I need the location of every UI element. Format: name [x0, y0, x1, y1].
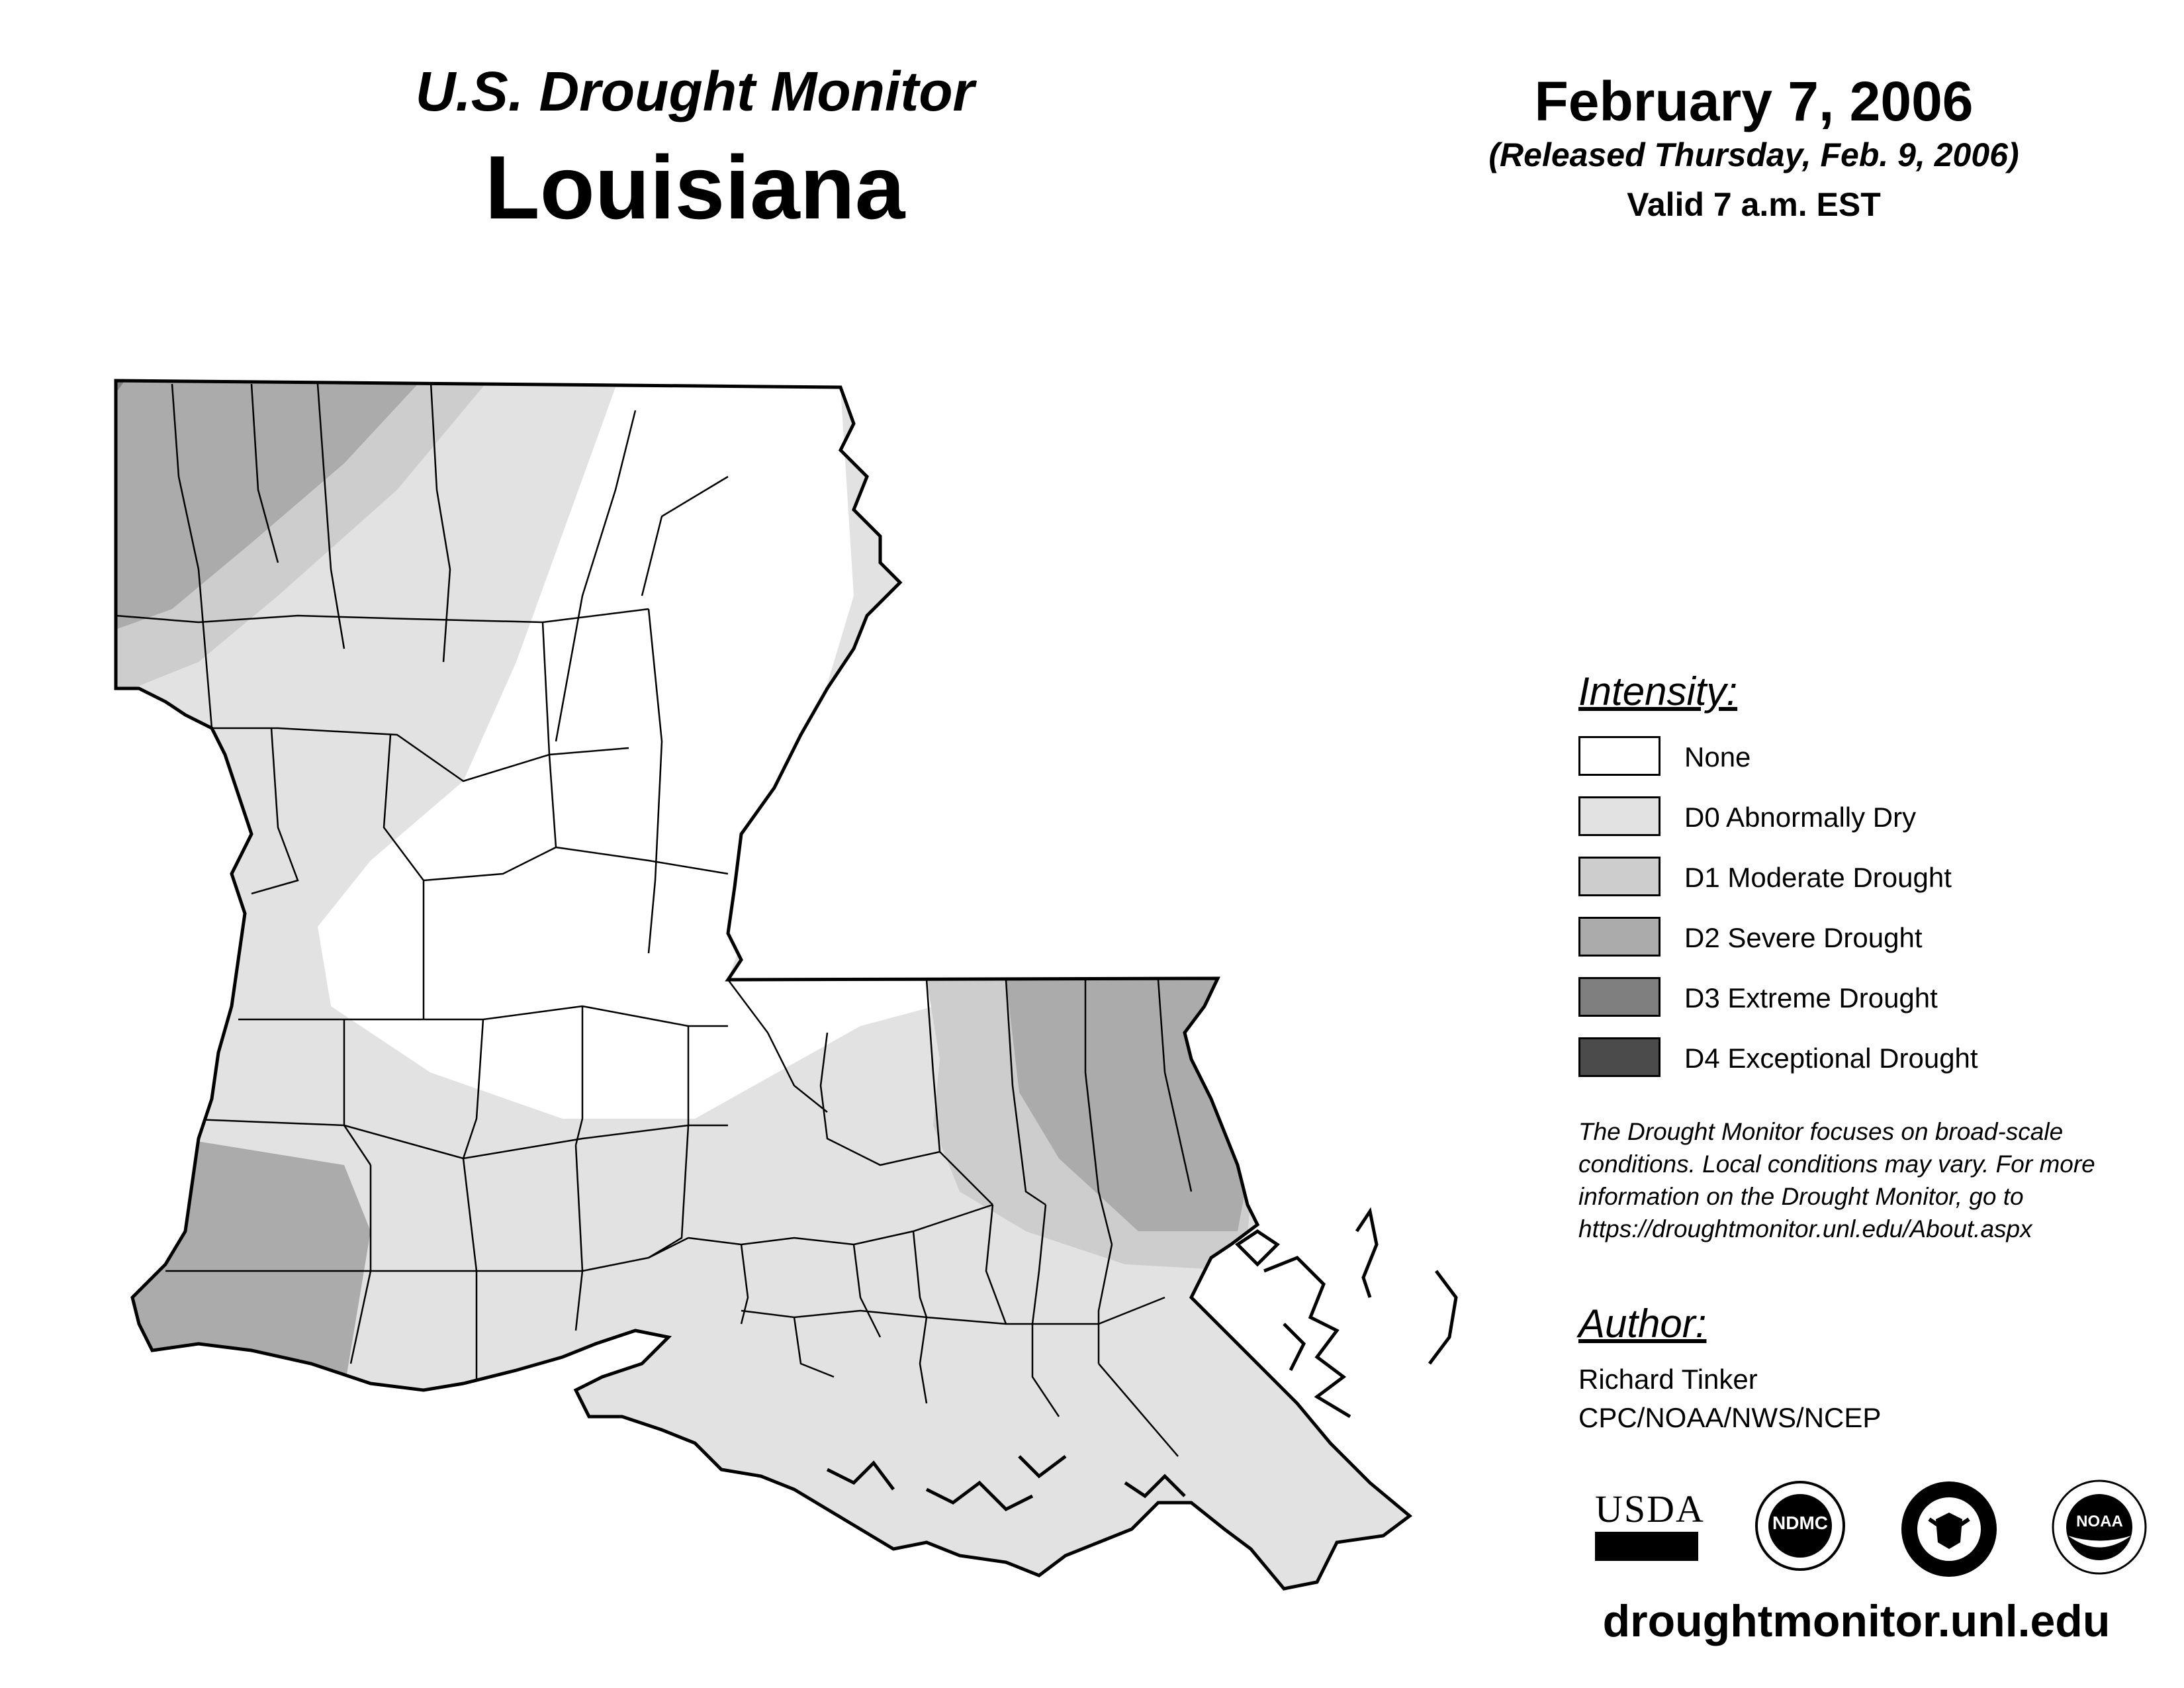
- website-url: droughtmonitor.unl.edu: [1602, 1596, 2111, 1646]
- author-heading: Author:: [1578, 1301, 1707, 1346]
- legend-label: D2 Severe Drought: [1684, 922, 1923, 953]
- drought-shading: [0, 331, 1456, 1622]
- usda-logo-text: USDA: [1595, 1487, 1705, 1530]
- legend-label: D1 Moderate Drought: [1684, 862, 1952, 893]
- legend-label: D0 Abnormally Dry: [1684, 802, 1917, 833]
- noaa-logo: [2052, 1479, 2148, 1575]
- legend-swatch: [1578, 857, 1661, 896]
- commerce-seal-icon: [1899, 1479, 1999, 1579]
- noaa-logo-text: NOAA: [2076, 1513, 2123, 1530]
- d2-severe-drought-southwest: [99, 1125, 371, 1390]
- legend-label: D4 Exceptional Drought: [1684, 1043, 1978, 1074]
- usda-logo: [1595, 1487, 1705, 1562]
- release-date: (Released Thursday, Feb. 9, 2006): [1488, 136, 2019, 173]
- product-title: U.S. Drought Monitor: [415, 60, 975, 122]
- legend-label: None: [1684, 741, 1751, 773]
- map-date: February 7, 2006: [1534, 70, 1974, 132]
- legend-swatch: [1578, 796, 1661, 836]
- author-org: CPC/NOAA/NWS/NCEP: [1578, 1402, 1882, 1433]
- legend-swatch: [1578, 917, 1661, 957]
- author-name: Richard Tinker: [1578, 1364, 1758, 1395]
- ndmc-logo: [1754, 1479, 1846, 1572]
- legend-heading: Intensity:: [1578, 669, 1738, 714]
- legend-swatch: [1578, 977, 1661, 1017]
- valid-time: Valid 7 a.m. EST: [1627, 186, 1881, 223]
- state-title: Louisiana: [484, 137, 905, 238]
- disclaimer-note: The Drought Monitor focuses on broad-scale conditions. Local conditions may vary. For more information on the Drought Monitor, go to https://droughtmonitor.unl.edu/About.aspx: [1578, 1118, 2095, 1243]
- legend-swatch: [1578, 736, 1661, 776]
- usda-logo-mark: [1595, 1532, 1698, 1561]
- legend-label: D3 Extreme Drought: [1684, 982, 1938, 1013]
- ndmc-logo-text: NDMC: [1772, 1513, 1828, 1533]
- commerce-logo: [1899, 1479, 1999, 1579]
- legend-swatch: [1578, 1037, 1661, 1077]
